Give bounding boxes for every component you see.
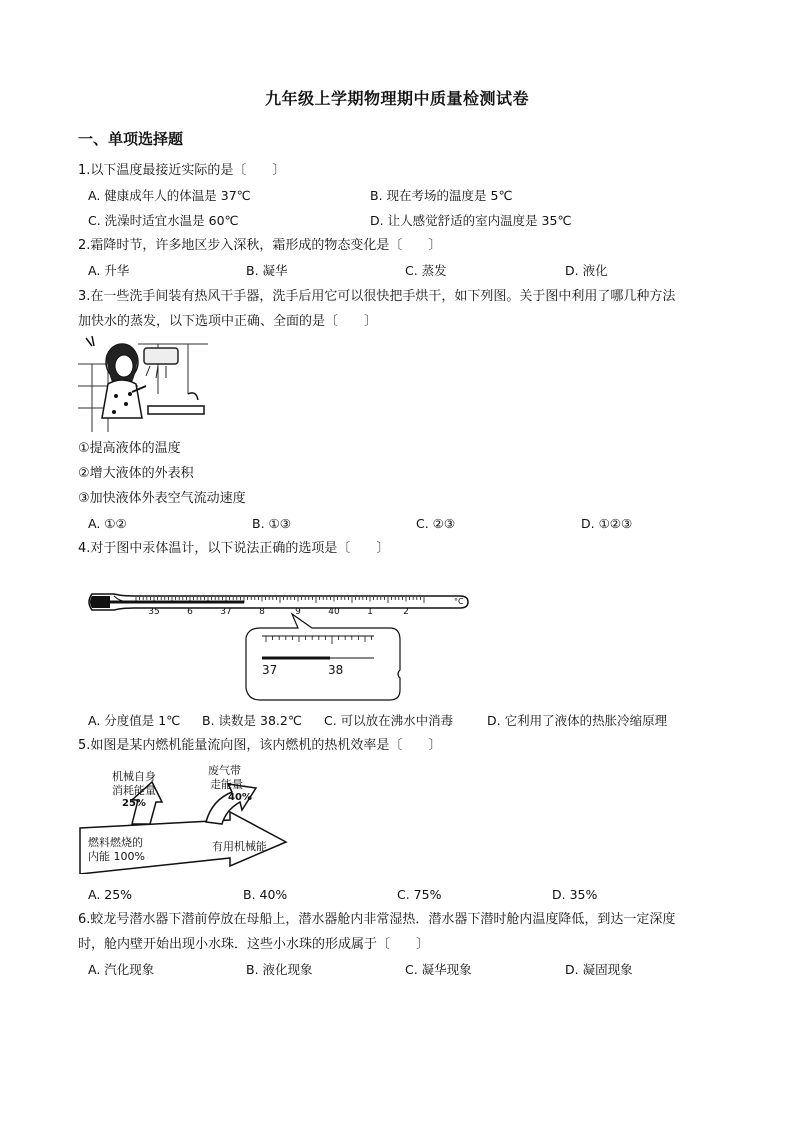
- svg-text:走能量: 走能量: [210, 778, 243, 791]
- zoom-label-37: 37: [262, 663, 278, 677]
- question-3-stem-line-2: 加快水的蒸发，以下选项中正确、全面的是〔 〕: [78, 314, 378, 329]
- question-3-item-2: ②增大液体的外表积: [78, 466, 194, 481]
- svg-text:有用机械能: 有用机械能: [212, 840, 267, 853]
- svg-text:40%: 40%: [228, 792, 252, 803]
- question-4-option-a[interactable]: A. 分度值是 1℃: [88, 713, 181, 728]
- energy-flow-diagram: [76, 762, 296, 874]
- question-3-stem-line-1: 3.在一些洗手间装有热风干手器，洗手后用它可以很快把手烘干，如下列图。关于图中利用了哪几种方法: [78, 289, 676, 304]
- question-3-option-b[interactable]: B. ①③: [252, 516, 291, 531]
- question-3-option-d[interactable]: D. ①②③: [581, 516, 633, 531]
- question-1-stem: 1.以下温度最接近实际的是〔 〕: [78, 163, 286, 178]
- thermometer-scale-label: 35: [148, 607, 160, 617]
- question-4-option-c[interactable]: C. 可以放在沸水中消毒: [324, 713, 454, 728]
- question-6-option-d[interactable]: D. 凝固现象: [565, 962, 633, 977]
- question-5-option-b[interactable]: B. 40%: [243, 887, 288, 902]
- question-6-stem-line-2: 时，舱内壁开始出现小水珠．这些小水珠的形成属于〔 〕: [78, 937, 430, 952]
- question-2-stem: 2.霜降时节，许多地区步入深秋，霜形成的物态变化是〔 〕: [78, 238, 442, 253]
- question-6-stem-line-1: 6.蛟龙号潜水器下潜前停放在母船上，潜水器舱内非常湿热．潜水器下潜时舱内温度降低，到达一定深度: [78, 912, 676, 927]
- hand-dryer-illustration: [78, 334, 208, 432]
- question-5-option-d[interactable]: D. 35%: [552, 887, 598, 902]
- question-6-option-b[interactable]: B. 液化现象: [246, 962, 313, 977]
- zoom-label-38: 38: [328, 663, 344, 677]
- question-4-option-d[interactable]: D. 它利用了液体的热胀冷缩原理: [487, 713, 668, 728]
- question-4-stem: 4.对于图中汞体温计，以下说法正确的选项是〔 〕: [78, 541, 390, 556]
- clinical-thermometer-diagram: [84, 584, 474, 704]
- question-2-option-c[interactable]: C. 蒸发: [405, 263, 447, 278]
- svg-text:25%: 25%: [122, 798, 146, 809]
- question-3-option-a[interactable]: A. ①②: [88, 516, 127, 531]
- page-title: 九年级上学期物理期中质量检测试卷: [264, 89, 529, 108]
- question-6-option-a[interactable]: A. 汽化现象: [88, 962, 155, 977]
- thermometer-scale-label: 2: [403, 607, 409, 617]
- question-4-option-b[interactable]: B. 读数是 38.2℃: [202, 713, 302, 728]
- question-3-item-1: ①提高液体的温度: [78, 441, 181, 456]
- svg-text:燃料燃烧的: 燃料燃烧的: [88, 836, 143, 849]
- thermometer-scale-label: 37: [220, 607, 232, 617]
- thermometer-scale-label: 40: [328, 607, 340, 617]
- section-heading: 一、单项选择题: [78, 130, 184, 148]
- svg-text:内能 100%: 内能 100%: [88, 850, 145, 863]
- question-1-option-b[interactable]: B. 现在考场的温度是 5℃: [370, 188, 513, 203]
- question-5-stem: 5.如图是某内燃机能量流向图，该内燃机的热机效率是〔 〕: [78, 738, 442, 753]
- question-1-option-c[interactable]: C. 洗澡时适宜水温是 60℃: [88, 213, 239, 228]
- question-5-option-a[interactable]: A. 25%: [88, 887, 133, 902]
- question-5-option-c[interactable]: C. 75%: [397, 887, 442, 902]
- thermometer-scale-label: 9: [295, 607, 301, 617]
- question-1-option-a[interactable]: A. 健康成年人的体温是 37℃: [88, 188, 251, 203]
- question-2-option-a[interactable]: A. 升华: [88, 263, 130, 278]
- thermometer-scale-label: 8: [259, 607, 265, 617]
- svg-text:机械自身: 机械自身: [112, 770, 156, 783]
- thermometer-unit: °C: [454, 597, 464, 606]
- question-3-item-3: ③加快液体外表空气流动速度: [78, 491, 246, 506]
- question-3-option-c[interactable]: C. ②③: [416, 516, 456, 531]
- question-2-option-b[interactable]: B. 凝华: [246, 263, 288, 278]
- question-1-option-d[interactable]: D. 让人感觉舒适的室内温度是 35℃: [370, 213, 572, 228]
- thermometer-scale-label: 6: [187, 607, 193, 617]
- question-2-option-d[interactable]: D. 液化: [565, 263, 608, 278]
- thermometer-scale-label: 1: [367, 607, 373, 617]
- svg-text:废气带: 废气带: [208, 764, 241, 777]
- svg-text:消耗能量: 消耗能量: [112, 784, 156, 797]
- question-6-option-c[interactable]: C. 凝华现象: [405, 962, 472, 977]
